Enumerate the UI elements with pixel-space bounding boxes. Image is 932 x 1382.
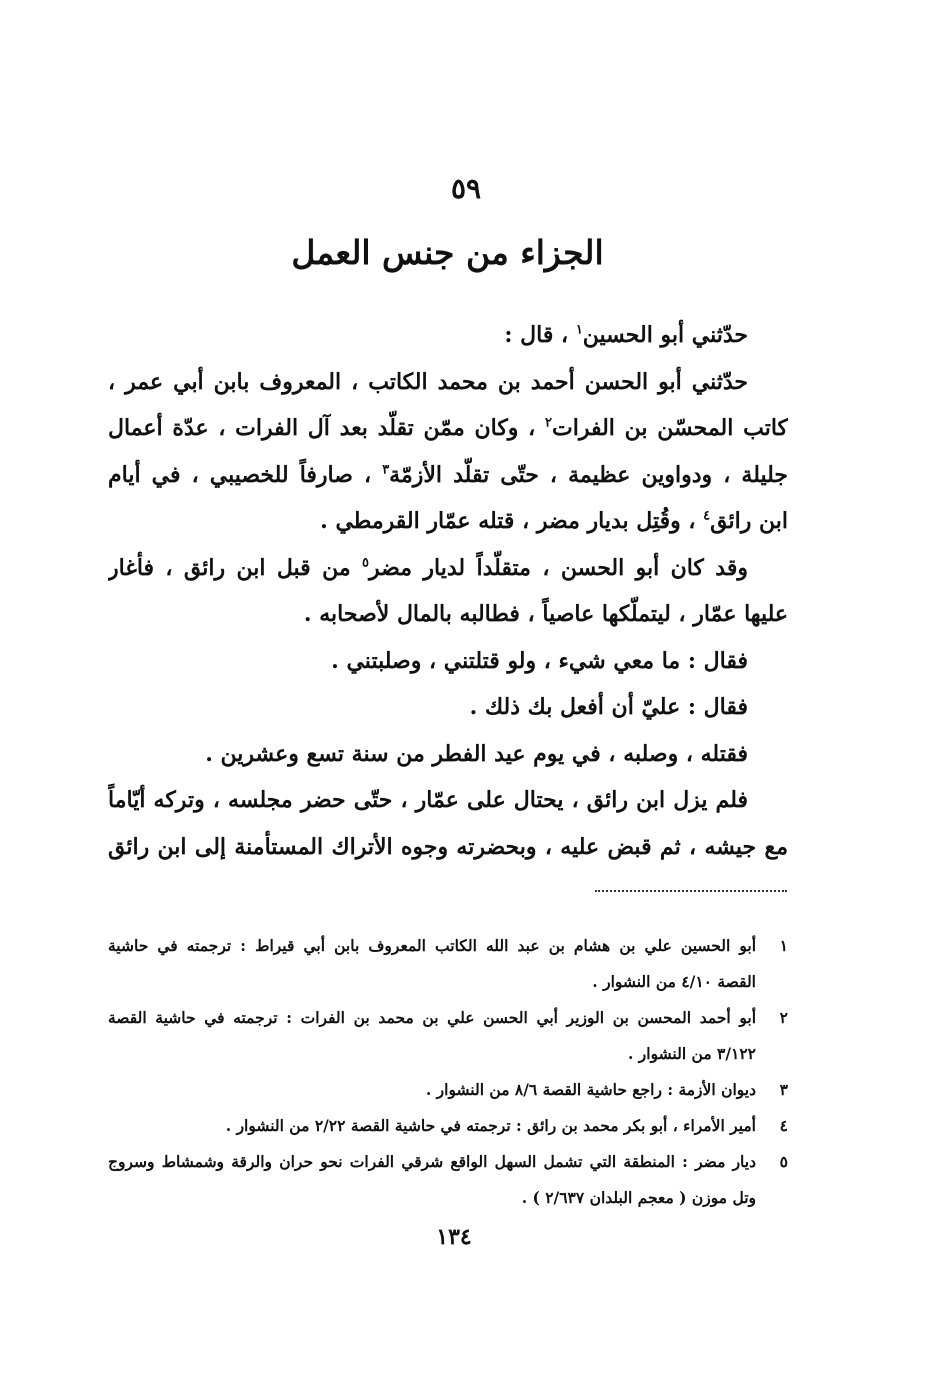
footnote-text: وتل موزن ( معجم البلدان ٢/٦٣٧ ) . (521, 1188, 756, 1207)
footnote-text: القصة ٤/١٠ من النشوار . (592, 972, 756, 991)
footnote-text: ٣/١٢٢ من النشوار . (628, 1044, 756, 1063)
story-title: الجزاء من جنس العمل (291, 233, 604, 272)
body-line-text: ، وقُتِل بديار مضر ، قتله عمّار القرمطي . (320, 508, 704, 534)
body-line-text: من قبل ابن رائق ، فأغار (108, 554, 362, 581)
footnote-line (108, 1000, 788, 1036)
footnote-text: ديار مضر : المنطقة التي تشمل السهل الواقع شرقي الفرات نحو حران والرقة وشمشاط وسروج (108, 1152, 756, 1171)
footnote-text: أمير الأمراء ، أبو بكر محمد بن رائق : ترجمته في حاشية القصة ٢/٢٢ من النشوار . (225, 1116, 756, 1135)
footnote-reference: ٢ (545, 415, 552, 431)
footnote-line (108, 1108, 788, 1144)
body-line (108, 731, 788, 778)
footnote-text: ديوان الأزمة : راجع حاشية القصة ٨/٦ من النشوار . (425, 1080, 756, 1099)
body-line (108, 777, 788, 824)
footnote-line (108, 1144, 788, 1180)
footnotes (108, 928, 788, 1216)
page-number: ١٣٤ (436, 1224, 472, 1250)
story-number: ٥٩ (450, 172, 482, 205)
body-line (108, 684, 788, 731)
footnote-number: ٤ (779, 1116, 788, 1135)
footnote-text: أبو أحمد المحسن بن الوزير أبي الحسن علي بن محمد بن الفرات : ترجمته في حاشية القصة (108, 1008, 756, 1027)
footnote-number: ٣ (779, 1080, 788, 1099)
footnote-reference: ٤ (703, 508, 711, 524)
body-line-text: فقتله ، وصلبه ، في يوم عيد الفطر من سنة تسع وعشرين . (205, 740, 748, 767)
footnote-separator (595, 890, 787, 892)
footnote-number: ٢ (779, 1008, 788, 1027)
body-line-text: وقد كان أبو الحسن ، متقلّداً لديار مضر (368, 554, 748, 581)
footnote-line (108, 1180, 788, 1216)
body-line (108, 312, 788, 359)
footnote-line (108, 1036, 788, 1072)
story-body (108, 312, 788, 870)
body-line-text: مع جيشه ، ثم قبض عليه ، وبحضرته وجوه الأتراك المستأمنة إلى ابن رائق (108, 833, 788, 860)
body-line (108, 359, 788, 406)
body-line-text: كاتب المحسّن بن الفرات (552, 415, 788, 441)
body-line-text: حدّثني أبو الحسين (582, 322, 748, 348)
body-line-text: جليلة ، ودواوين عظيمة ، حتّى تقلّد الأزمّة (389, 461, 788, 488)
footnote-text: أبو الحسين علي بن هشام بن عبد الله الكاتب المعروف بابن أبي قيراط : ترجمته في حاشية (108, 936, 756, 955)
body-line (108, 591, 788, 638)
body-line-text: فقال : عليّ أن أفعل بك ذلك . (469, 694, 748, 720)
body-line-text: ابن رائق (710, 508, 788, 534)
footnote-line (108, 928, 788, 964)
footnote-line (108, 1072, 788, 1108)
body-line-text: ، قال : (504, 322, 576, 348)
body-line (108, 545, 788, 592)
footnote-number: ٥ (779, 1152, 788, 1171)
body-line-text: ، صارفاً للخصيبي ، في أيام (108, 461, 383, 488)
body-line-text: فلم يزل ابن رائق ، يحتال على عمّار ، حتّى حضر مجلسه ، وتركه أيّاماً (108, 787, 748, 813)
body-line-text: حدّثني أبو الحسن أحمد بن محمد الكاتب ، المعروف بابن أبي عمر ، (108, 368, 748, 395)
body-line-text: فقال : ما معي شيء ، ولو قتلتني ، وصلبتني . (331, 647, 748, 674)
body-line (108, 498, 788, 545)
footnote-reference: ٥ (362, 555, 369, 571)
body-line-text: عليها عمّار ، ليتملّكها عاصياً ، فطالبه بالمال لأصحابه . (303, 601, 788, 627)
body-line (108, 405, 788, 452)
body-line (108, 824, 788, 871)
footnote-line (108, 964, 788, 1000)
footnote-reference: ١ (575, 322, 583, 338)
footnote-reference: ٣ (382, 462, 390, 478)
body-line (108, 452, 788, 499)
body-line-text: ، وكان ممّن تقلّد بعد آل الفرات ، عدّة أعمال (108, 415, 546, 441)
body-line (108, 638, 788, 685)
footnote-number: ١ (779, 936, 788, 955)
